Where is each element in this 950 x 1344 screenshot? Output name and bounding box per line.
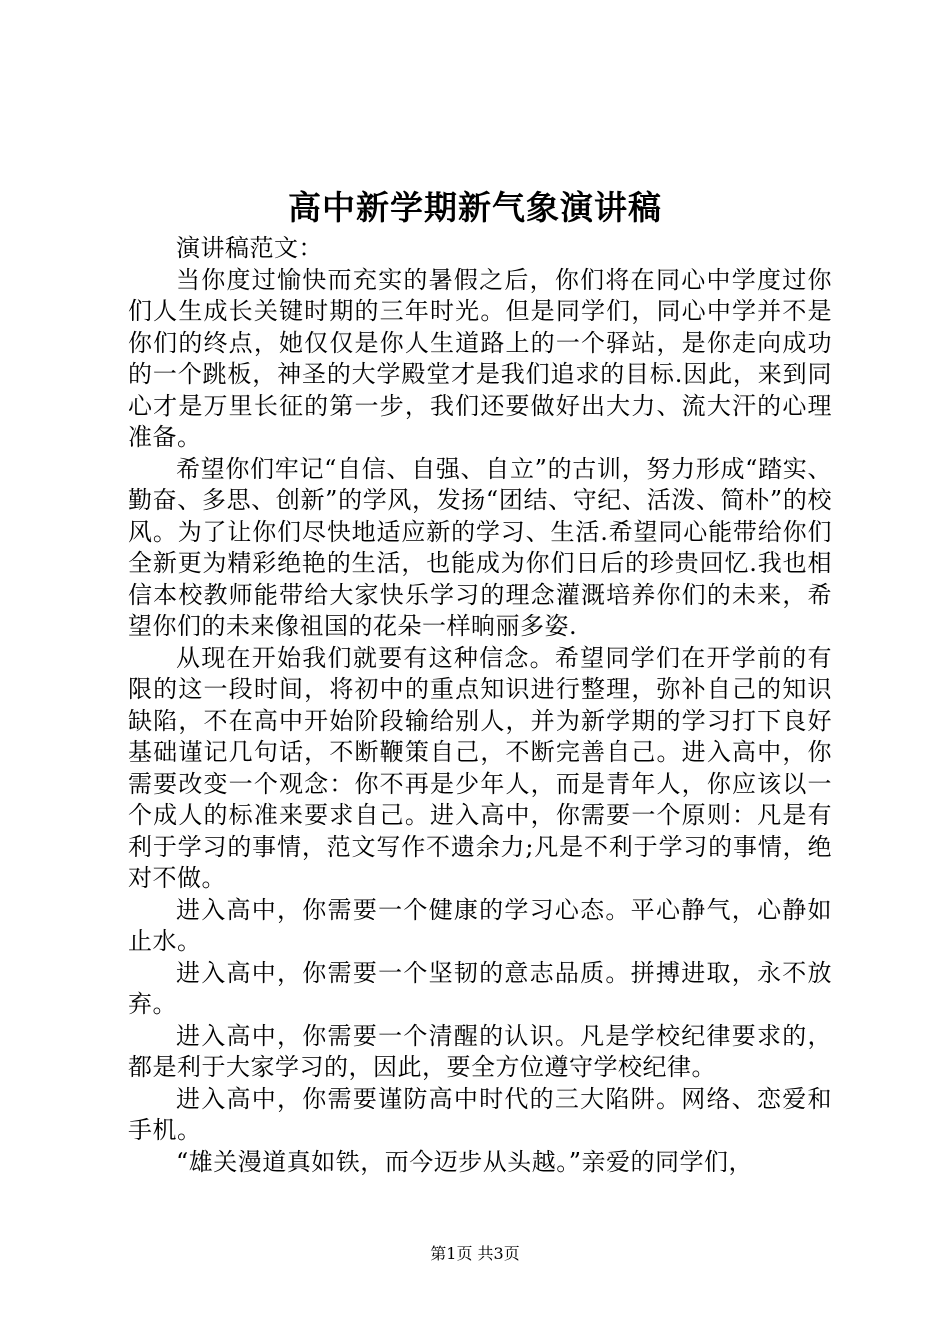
- page-number-footer: 第1页 共3页: [430, 1244, 520, 1263]
- paragraph: “雄关漫道真如铁，而今迈步从头越。”亲爱的同学们，: [176, 1147, 754, 1176]
- paragraph: 进入高中，你需要一个清醒的认识。凡是学校纪律要求的，都是利于大家学习的，因此，要全方位遵守学校纪律。: [128, 1021, 832, 1081]
- document-title: 高中新学期新气象演讲稿: [288, 188, 662, 227]
- paragraph: 从现在开始我们就要有这种信念。希望同学们在开学前的有限的这一段时间，将初中的重点知识进行整理，弥补自己的知识缺陷，不在高中开始阶段输给别人，并为新学期的学习打下良好基础谨记几句话，不断鞭策自己，不断完善自己。进入高中，你需要改变一个观念：你不再是少年人，而是青年人，你应该以一个成人的标准来要求自己。进入高中，你需要一个原则：凡是有利于学习的事情，范文写作不遗余力;凡是不利于学习的事情，绝对不做。: [128, 643, 832, 892]
- paragraph: 进入高中，你需要谨防高中时代的三大陷阱。网络、恋爱和手机。: [128, 1084, 832, 1144]
- paragraph: 当你度过愉快而充实的暑假之后，你们将在同心中学度过你们人生成长关键时期的三年时光。但是同学们，同心中学并不是你们的终点，她仅仅是你人生道路上的一个驿站，是你走向成功的一个跳板，神圣的大学殿堂才是我们追求的目标.因此，来到同心才是万里长征的第一步，我们还要做好出大力、流大汗的心理准备。: [128, 265, 832, 451]
- paragraph-intro-label: 演讲稿范文：: [176, 234, 323, 262]
- paragraph: 进入高中，你需要一个健康的学习心态。平心静气，心静如止水。: [128, 895, 832, 955]
- document-body: [128, 233, 832, 1178]
- paragraph: 进入高中，你需要一个坚韧的意志品质。拼搏进取，永不放弃。: [128, 958, 832, 1018]
- paragraph: 希望你们牢记“自信、自强、自立”的古训，努力形成“踏实、勤奋、多思、创新”的学风，发扬“团结、守纪、活泼、简朴”的校风。为了让你们尽快地适应新的学习、生活.希望同心能带给你们全新更为精彩绝艳的生活，也能成为你们日后的珍贵回忆.我也相信本校教师能带给大家快乐学习的理念灌溉培养你们的未来，希望你们的未来像祖国的花朵一样晌丽多姿.: [128, 454, 832, 640]
